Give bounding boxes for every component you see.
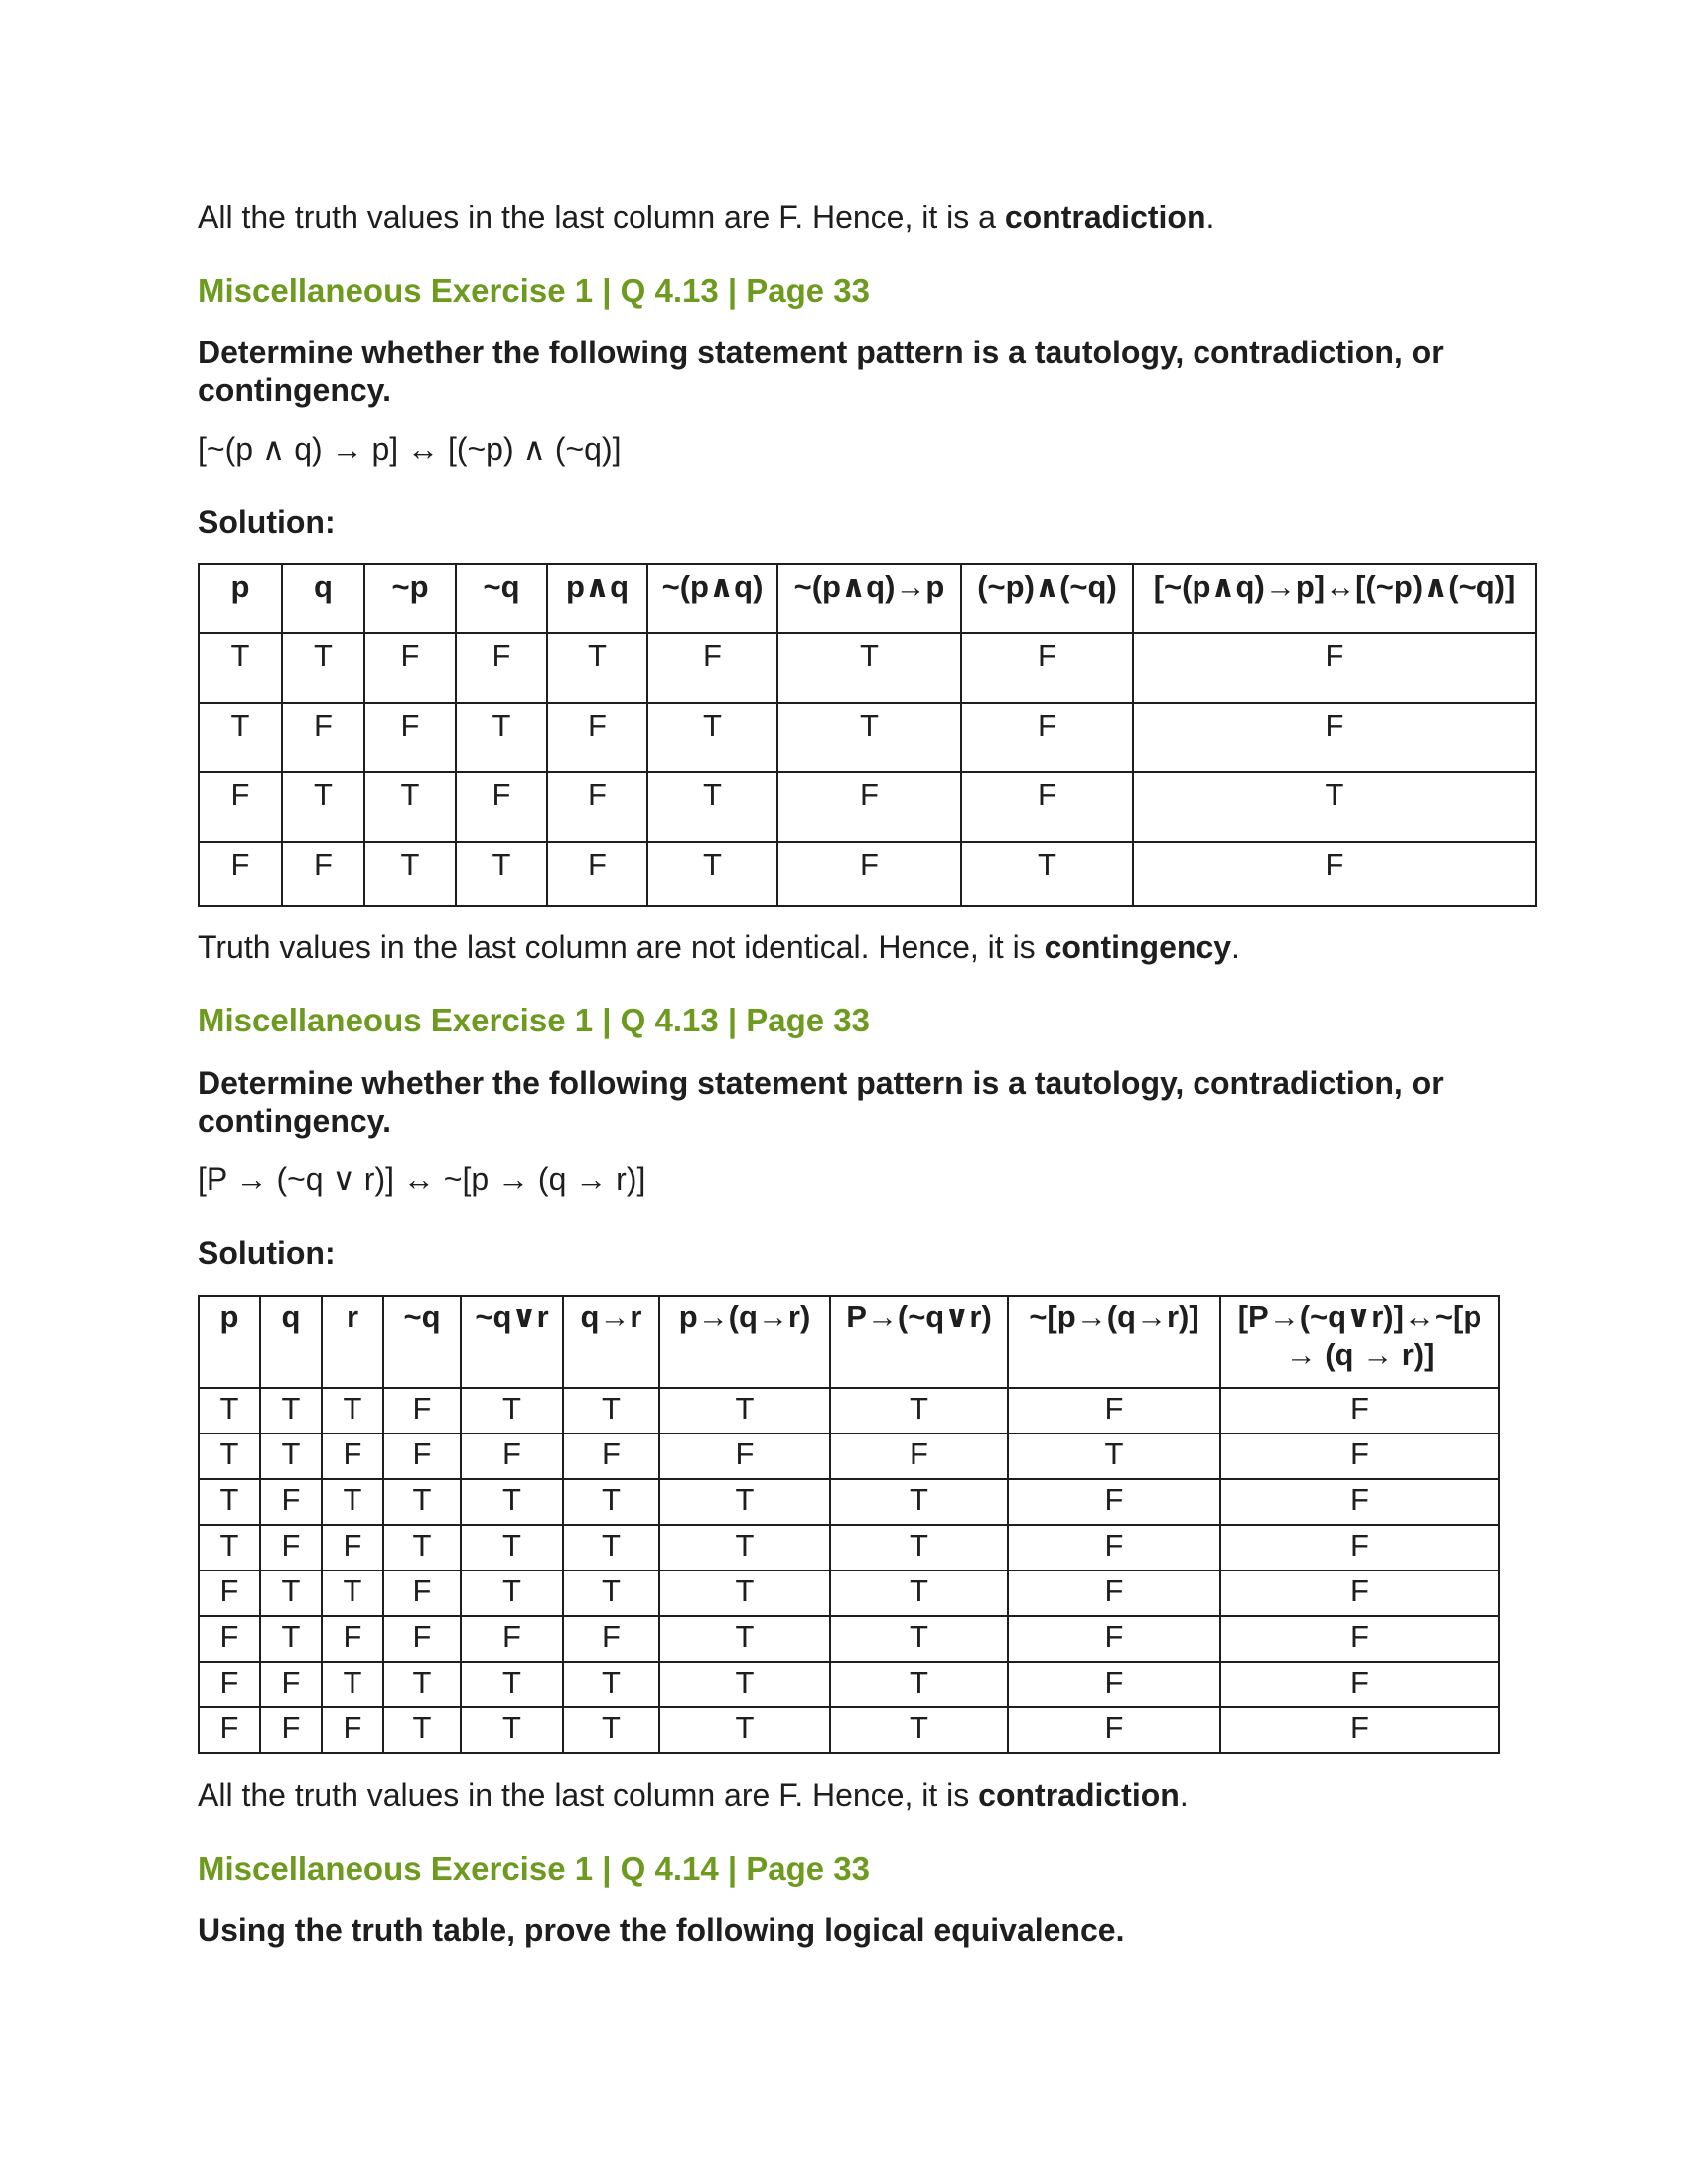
table-cell: T (383, 1707, 461, 1753)
column-header: ~q (383, 1296, 461, 1388)
table-cell: T (383, 1525, 461, 1570)
table-cell: T (547, 633, 647, 703)
table-cell: T (777, 633, 961, 703)
table-cell: T (1133, 772, 1536, 842)
column-header: (~p)∧(~q) (961, 564, 1133, 633)
table-cell: T (659, 1525, 830, 1570)
table-cell: T (659, 1707, 830, 1753)
table-cell: F (199, 1570, 260, 1616)
table-cell: T (199, 1479, 260, 1525)
column-header: ~[p→(q→r)] (1008, 1296, 1220, 1388)
table-cell: T (830, 1707, 1008, 1753)
column-header: q→r (563, 1296, 659, 1388)
table-cell: T (961, 842, 1133, 906)
table-cell: T (456, 703, 547, 772)
table-cell: T (830, 1570, 1008, 1616)
column-header: ~q (456, 564, 547, 633)
column-header: ~q∨r (461, 1296, 563, 1388)
table-row (199, 1433, 1499, 1479)
table-cell: T (659, 1479, 830, 1525)
table-cell: F (1133, 842, 1536, 906)
table-cell: F (547, 703, 647, 772)
table-cell: T (830, 1388, 1008, 1433)
table-cell: F (1220, 1662, 1499, 1707)
column-header: p→(q→r) (659, 1296, 830, 1388)
column-header: p (199, 1296, 260, 1388)
table-row (199, 772, 1536, 842)
table-cell: F (364, 703, 456, 772)
column-header: ~(p∧q)→p (777, 564, 961, 633)
column-header: ~(p∧q) (647, 564, 777, 633)
table-cell: F (322, 1707, 383, 1753)
table-cell: F (647, 633, 777, 703)
q3-question: Using the truth table, prove the following logical equivalence. (198, 1912, 1125, 1948)
table-row (199, 1388, 1499, 1433)
table-cell: F (659, 1433, 830, 1479)
table-cell: T (260, 1388, 322, 1433)
intro-punct: . (1205, 200, 1215, 235)
table-cell: F (961, 633, 1133, 703)
column-header: p (199, 564, 282, 633)
intro-text: All the truth values in the last column are F. Hence, it is a (198, 200, 1005, 235)
table-row (199, 1662, 1499, 1707)
table-cell: T (456, 842, 547, 906)
q2-question: Determine whether the following statement pattern is a tautology, contradiction, or contingency. (198, 1065, 1444, 1139)
table-cell: T (364, 842, 456, 906)
table-cell: F (322, 1616, 383, 1662)
table-cell: T (647, 772, 777, 842)
table-cell: T (563, 1479, 659, 1525)
table-cell: F (1008, 1525, 1220, 1570)
table-row (199, 842, 1536, 906)
table-cell: T (659, 1662, 830, 1707)
table-cell: F (1220, 1433, 1499, 1479)
table-cell: T (282, 772, 364, 842)
column-header: q (282, 564, 364, 633)
table-cell: T (260, 1433, 322, 1479)
table-cell: T (461, 1388, 563, 1433)
q1-conclusion (198, 928, 1240, 966)
table-cell: T (322, 1570, 383, 1616)
table-cell: F (563, 1433, 659, 1479)
q1-conclusion-bold: contingency (1044, 929, 1232, 965)
table-cell: T (563, 1707, 659, 1753)
table-cell: F (830, 1433, 1008, 1479)
table-cell: T (199, 1433, 260, 1479)
intro-bold: contradiction (1004, 200, 1206, 235)
table-cell: F (282, 842, 364, 906)
table-cell: T (830, 1525, 1008, 1570)
table-cell: F (563, 1616, 659, 1662)
column-header: q (260, 1296, 322, 1388)
q2-conclusion-punct: . (1179, 1777, 1189, 1813)
table-cell: T (563, 1388, 659, 1433)
table-cell: T (199, 1388, 260, 1433)
column-header: [P→(~q∨r)]↔~[p → (q → r)] (1220, 1296, 1499, 1388)
table-cell: T (563, 1662, 659, 1707)
table-cell: T (322, 1479, 383, 1525)
q1-conclusion-punct: . (1231, 929, 1240, 965)
table-cell: F (260, 1707, 322, 1753)
table-cell: T (659, 1388, 830, 1433)
table-cell: T (563, 1525, 659, 1570)
table-cell: T (199, 1525, 260, 1570)
q2-conclusion-text: All the truth values in the last column are F. Hence, it is (198, 1777, 979, 1813)
table-cell: T (282, 633, 364, 703)
table-cell: F (547, 772, 647, 842)
table-row (199, 1616, 1499, 1662)
table-cell: F (199, 772, 282, 842)
q1-question: Determine whether the following statement pattern is a tautology, contradiction, or contingency. (198, 335, 1444, 408)
table-cell: T (260, 1616, 322, 1662)
column-header: P→(~q∨r) (830, 1296, 1008, 1388)
table-cell: T (647, 703, 777, 772)
table-cell: F (1008, 1570, 1220, 1616)
q2-conclusion (198, 1776, 1189, 1814)
table-cell: T (830, 1479, 1008, 1525)
table-cell: F (1133, 703, 1536, 772)
table-cell: F (777, 772, 961, 842)
table-cell: F (461, 1616, 563, 1662)
q1-formula: [~(p ∧ q) → p] ↔ [(~p) ∧ (~q)] (198, 431, 622, 467)
table-cell: F (1008, 1388, 1220, 1433)
q2-table-body (199, 1388, 1499, 1753)
table-cell: F (777, 842, 961, 906)
table-cell: T (830, 1616, 1008, 1662)
table-cell: T (461, 1525, 563, 1570)
q3-heading[interactable]: Miscellaneous Exercise 1 | Q 4.14 | Page 33 (198, 1850, 871, 1887)
table-cell: T (647, 842, 777, 906)
table-row (199, 1707, 1499, 1753)
table-cell: F (199, 1616, 260, 1662)
table-cell: F (1220, 1388, 1499, 1433)
table-row (199, 703, 1536, 772)
table-cell: F (322, 1525, 383, 1570)
table-cell: T (383, 1479, 461, 1525)
table-cell: F (322, 1433, 383, 1479)
table-cell: F (383, 1433, 461, 1479)
table-cell: T (563, 1570, 659, 1616)
column-header: p∧q (547, 564, 647, 633)
table-cell: F (260, 1525, 322, 1570)
q2-formula: [P → (~q ∨ r)] ↔ ~[p → (q → r)] (198, 1161, 646, 1197)
table-cell: F (1220, 1616, 1499, 1662)
table-cell: T (364, 772, 456, 842)
table-cell: T (461, 1707, 563, 1753)
table-row (199, 633, 1536, 703)
table-cell: F (961, 703, 1133, 772)
q1-solution-label: Solution: (198, 504, 336, 540)
column-header: ~p (364, 564, 456, 633)
q1-heading[interactable]: Miscellaneous Exercise 1 | Q 4.13 | Page 33 (198, 272, 871, 309)
table-cell: F (260, 1479, 322, 1525)
table-cell: F (456, 633, 547, 703)
table-cell: F (547, 842, 647, 906)
table-cell: T (322, 1662, 383, 1707)
table-cell: T (1008, 1433, 1220, 1479)
table-cell: F (199, 1707, 260, 1753)
table-cell: F (1220, 1570, 1499, 1616)
q2-truth-table (198, 1295, 1500, 1754)
table-cell: F (1008, 1707, 1220, 1753)
table-cell: F (461, 1433, 563, 1479)
table-cell: F (364, 633, 456, 703)
table-cell: T (830, 1662, 1008, 1707)
table-cell: F (199, 1662, 260, 1707)
q1-header-row (199, 564, 1536, 633)
table-cell: T (322, 1388, 383, 1433)
table-cell: F (383, 1570, 461, 1616)
table-cell: T (461, 1479, 563, 1525)
table-cell: F (1220, 1707, 1499, 1753)
table-cell: F (1220, 1525, 1499, 1570)
table-cell: F (456, 772, 547, 842)
table-row (199, 1570, 1499, 1616)
table-cell: T (260, 1570, 322, 1616)
table-cell: F (383, 1388, 461, 1433)
table-cell: T (461, 1570, 563, 1616)
column-header: r (322, 1296, 383, 1388)
table-cell: T (659, 1570, 830, 1616)
table-cell: T (659, 1616, 830, 1662)
table-cell: F (282, 703, 364, 772)
table-cell: F (1008, 1479, 1220, 1525)
q1-table-body (199, 633, 1536, 906)
q1-conclusion-text: Truth values in the last column are not identical. Hence, it is (198, 929, 1045, 965)
table-cell: F (1220, 1479, 1499, 1525)
table-cell: F (961, 772, 1133, 842)
table-row (199, 1525, 1499, 1570)
intro-conclusion (198, 199, 1214, 236)
table-cell: F (199, 842, 282, 906)
q2-heading[interactable]: Miscellaneous Exercise 1 | Q 4.13 | Page 33 (198, 1002, 871, 1038)
table-cell: T (199, 703, 282, 772)
table-cell: T (383, 1662, 461, 1707)
q2-solution-label: Solution: (198, 1235, 336, 1271)
q1-truth-table (198, 563, 1537, 907)
table-cell: F (260, 1662, 322, 1707)
q2-header-row (199, 1296, 1499, 1388)
table-cell: F (1133, 633, 1536, 703)
table-cell: T (777, 703, 961, 772)
table-cell: F (1008, 1662, 1220, 1707)
table-cell: T (461, 1662, 563, 1707)
q2-conclusion-bold: contradiction (978, 1777, 1180, 1813)
table-cell: F (383, 1616, 461, 1662)
table-row (199, 1479, 1499, 1525)
column-header: [~(p∧q)→p]↔[(~p)∧(~q)] (1133, 564, 1536, 633)
table-cell: T (199, 633, 282, 703)
table-cell: F (1008, 1616, 1220, 1662)
